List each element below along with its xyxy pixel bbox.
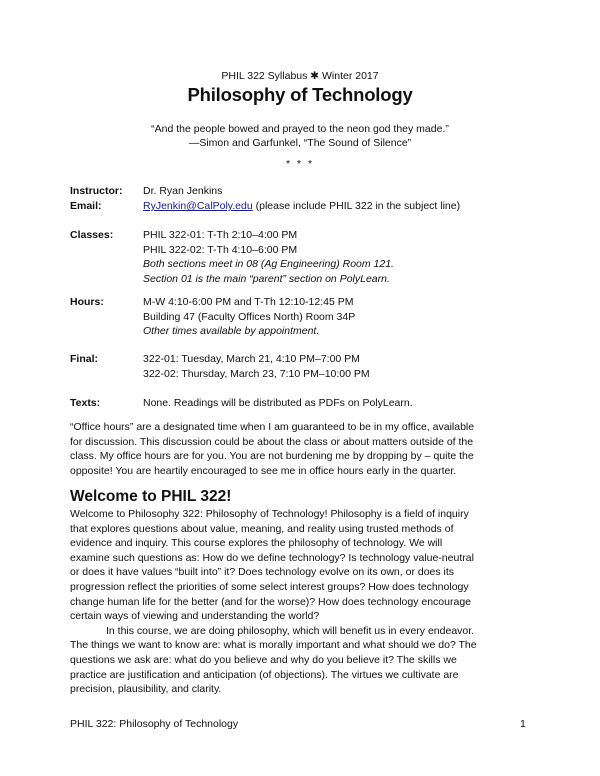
paragraph-line: precision, plausibility, and clarity. <box>70 683 222 696</box>
instructor-value: Dr. Ryan Jenkins <box>143 185 223 197</box>
welcome-paragraph-1 <box>70 507 536 697</box>
paragraph-line: class. My office hours are for you. You are not burdening me by dropping by – quite the <box>70 450 474 463</box>
texts-value: None. Readings will be distributed as PDFs on PolyLearn. <box>143 397 413 409</box>
epigraph <box>0 122 600 150</box>
page-title: Philosophy of Technology <box>187 84 413 105</box>
paragraph-line: progression reflect the priorities of some select interest groups? How does technology <box>70 580 469 593</box>
paragraph-line: change human life for the better (and for the worse)? How does technology encourage <box>70 595 471 608</box>
paragraph-line: evidence and inquiry. This course explores the philosophy of technology. We will <box>70 537 443 550</box>
class-room-note: Both sections meet in 08 (Ag Engineering) Room 121. <box>143 258 394 271</box>
paragraph-line: Welcome to Philosophy 322: Philosophy of Technology! Philosophy is a field of inquiry <box>70 508 469 520</box>
footer-course-title: PHIL 322: Philosophy of Technology <box>70 718 239 730</box>
welcome-heading: Welcome to PHIL 322! <box>70 488 232 505</box>
paragraph-line: that explores questions about value, meaning, and reality using trusted methods of <box>70 522 454 535</box>
hours-location: Building 47 (Faculty Offices North) Room 34P <box>143 310 356 323</box>
hours-value <box>143 295 563 339</box>
paragraph-line: practice are justification and anticipation (of objections). The virtues we cultivate are <box>70 668 459 681</box>
final-section-2: 322-02: Thursday, March 23, 7:10 PM–10:00 PM <box>143 367 370 380</box>
email-value <box>143 199 563 214</box>
paragraph-line: examine such questions as: How do we define technology? Is technology value-neutral <box>70 551 474 564</box>
class-section-2: PHIL 322-02: T-Th 4:10–6:00 PM <box>143 243 298 256</box>
final-section-1: 322-01: Tuesday, March 21, 4:10 PM–7:00 PM <box>143 353 360 365</box>
paragraph-line: questions we ask are: what do you believe and why do you believe it? The skills we <box>70 653 457 666</box>
hours-label: Hours: <box>70 296 104 308</box>
epigraph-attribution: —Simon and Garfunkel, “The Sound of Silence” <box>188 137 412 149</box>
email-note: (please include PHIL 322 in the subject line) <box>252 200 461 212</box>
paragraph-line: or does it have values “built into” it? Does technology evolve on its own, or does its <box>70 566 455 579</box>
paragraph-line: “Office hours” are a designated time when I am guaranteed to be in my office, available <box>70 421 475 433</box>
instructor-label: Instructor: <box>70 185 123 197</box>
paragraph-line: opposite! You are heartily encouraged to see me in office hours early in the quarter. <box>70 464 457 477</box>
paragraph-line: In this course, we are doing philosophy, which will benefit us in every endeavor. <box>106 624 475 637</box>
final-row <box>70 352 550 384</box>
page-number: 1 <box>520 718 526 730</box>
hours-note: Other times available by appointment. <box>143 325 320 338</box>
final-value <box>143 352 563 381</box>
classes-label: Classes: <box>70 229 114 241</box>
classes-row <box>70 228 550 290</box>
email-label: Email: <box>70 200 102 212</box>
hours-row <box>70 295 550 343</box>
paragraph-line: for discussion. This discussion could be about the class or about matters outside of the <box>70 435 474 448</box>
hours-times: M-W 4:10-6:00 PM and T-Th 12:10-12:45 PM <box>143 296 354 308</box>
paragraph-line: The things we want to know are: what is morally important and what should we do? The <box>70 639 477 652</box>
class-parent-note: Section 01 is the main “parent” section on PolyLearn. <box>143 272 390 285</box>
section-separator: * * * <box>285 158 315 170</box>
epigraph-quote: “And the people bowed and prayed to the neon god they made.” <box>151 123 449 135</box>
classes-value <box>143 228 563 286</box>
paragraph-line: certain ways of viewing and understanding the world? <box>70 610 320 623</box>
final-label: Final: <box>70 353 98 365</box>
class-section-1: PHIL 322-01: T-Th 2:10–4:00 PM <box>143 229 298 241</box>
texts-label: Texts: <box>70 397 101 409</box>
office-hours-paragraph <box>70 420 536 478</box>
email-link[interactable]: RyJenkin@CalPoly.edu <box>143 200 253 212</box>
course-subtitle: PHIL 322 Syllabus ✱ Winter 2017 <box>221 70 379 82</box>
